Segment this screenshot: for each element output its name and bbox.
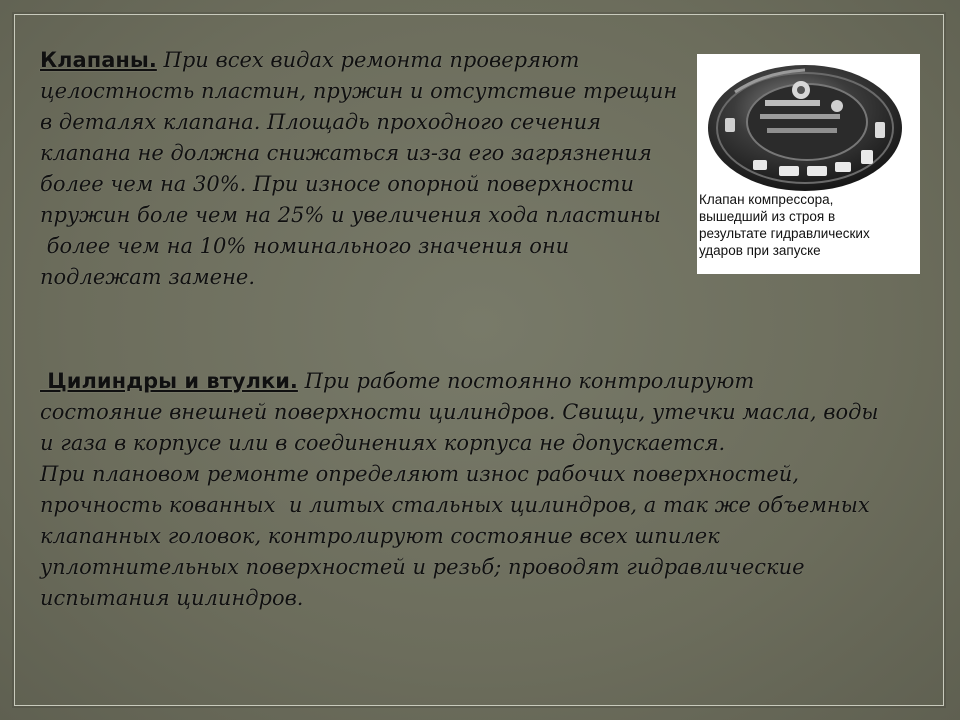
cylinders-line-1: При работе постоянно контролируют xyxy=(297,369,755,393)
cylinders-line-8: испытания цилиндров. xyxy=(40,586,304,610)
cylinders-line-4: При плановом ремонте определяют износ рабочих поверхностей, xyxy=(40,462,800,486)
valves-line-6: пружин боле чем на 25% и увеличения хода пластины xyxy=(40,203,661,227)
valves-line-8: подлежат замене. xyxy=(40,265,256,289)
caption-line-4: ударов при запуске xyxy=(699,243,821,258)
valves-line-4: клапана не должна снижаться из-за его загрязнения xyxy=(40,141,652,165)
compressor-valve-photo xyxy=(705,62,912,194)
valves-line-7: более чем на 10% номинального значения они xyxy=(40,234,570,258)
cylinders-line-5: прочность кованных и литых стальных цилиндров, а так же объемных xyxy=(40,493,870,517)
cylinders-line-3: и газа в корпусе или в соединениях корпуса не допускается. xyxy=(40,431,726,455)
valves-line-5: более чем на 30%. При износе опорной поверхности xyxy=(40,172,634,196)
cylinders-line-2: состояние внешней поверхности цилиндров. Свищи, утечки масла, воды xyxy=(40,400,879,424)
caption-line-2: вышедший из строя в xyxy=(699,209,836,224)
caption-line-3: результате гидравлических xyxy=(699,226,870,241)
valves-line-1: При всех видах ремонта проверяют xyxy=(156,48,580,72)
figure-caption xyxy=(699,191,919,259)
valve-figure xyxy=(697,54,920,274)
cylinders-paragraph xyxy=(40,366,879,614)
cylinders-heading: Цилиндры и втулки. xyxy=(40,369,298,393)
valves-line-2: целостность пластин, пружин и отсутствие трещин xyxy=(40,79,678,103)
valves-heading: Клапаны. xyxy=(40,48,157,72)
cylinders-line-6: клапанных головок, контролируют состояние всех шпилек xyxy=(40,524,720,548)
cylinders-line-7: уплотнительных поверхностей и резьб; проводят гидравлические xyxy=(40,555,805,579)
valves-line-3: в деталях клапана. Площадь проходного сечения xyxy=(40,110,602,134)
valves-paragraph xyxy=(40,45,677,293)
caption-line-1: Клапан компрессора, xyxy=(699,192,834,207)
